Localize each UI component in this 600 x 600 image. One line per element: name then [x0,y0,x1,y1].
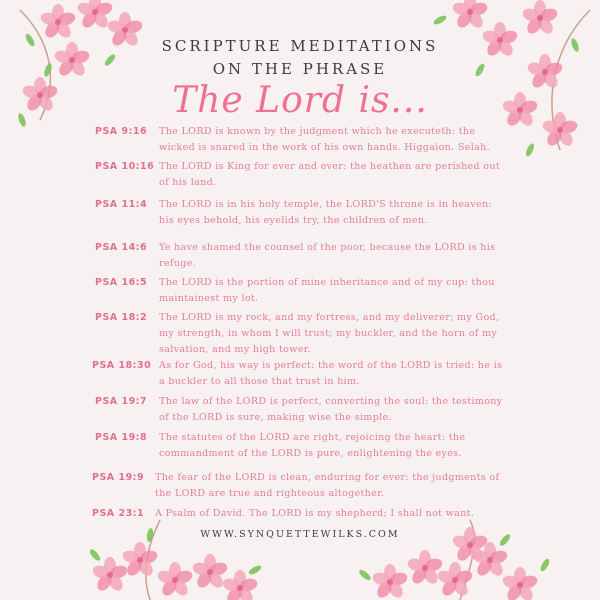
verse-reference: PSA 10:16 [95,161,155,172]
verse-reference: PSA 23:1 [92,508,145,519]
verse-text: Ye have shamed the counsel of the poor, because the LORD is his refuge. [159,242,496,269]
verse-reference: PSA 16:5 [95,277,148,288]
verse-reference: PSA 18:30 [92,360,152,371]
script-title: The Lord is... [172,80,428,121]
verse-reference: PSA 11:4 [95,199,148,210]
verse-text: A Psalm of David. The LORD is my shepherd; I shall not want. [155,508,475,519]
heading-line-2: ON THE PHRASE [212,60,388,78]
verse-text: As for God, his way is perfect: the word of the LORD is tried: he is a buckler to all those that trust in him. [159,360,503,387]
verse-text: The fear of the LORD is clean, enduring for ever: the judgments of the LORD are true and righteous altogether. [155,472,500,499]
verse-text: The law of the LORD is perfect, converting the soul: the testimony of the LORD is sure, making wise the simple. [159,396,503,423]
verse-text: The LORD is in his holy temple, the LORD'S throne is in heaven: his eyes behold, his eyelids try, the children of men. [159,199,492,226]
verse-text: The LORD is known by the judgment which he executeth: the wicked is snared in the work of his own hands. Higgaion. Selah. [159,126,490,153]
verse-reference: PSA 18:2 [95,312,148,323]
verse-reference: PSA 19:8 [95,432,148,443]
verse-text: The statutes of the LORD are right, rejoicing the heart: the commandment of the LORD is pure, enlightening the eyes. [159,432,466,459]
verse-text: The LORD is King for ever and ever: the heathen are perished out of his land. [159,161,501,188]
verse-reference: PSA 9:16 [95,126,148,137]
verse-reference: PSA 19:9 [92,472,145,483]
verse-reference: PSA 19:7 [95,396,148,407]
verse-text: The LORD is the portion of mine inheritance and of my cup: thou maintainest my lot. [159,277,495,304]
website-url: WWW.SYNQUETTEWILKS.COM [200,529,400,540]
verse-text: The LORD is my rock, and my fortress, and my deliverer; my God, my strength, in whom I will trust; my buckler, and the horn of my salvation, and my high tower. [159,312,500,355]
verse-reference: PSA 14:6 [95,242,148,253]
heading-line-1: SCRIPTURE MEDITATIONS [161,37,439,55]
